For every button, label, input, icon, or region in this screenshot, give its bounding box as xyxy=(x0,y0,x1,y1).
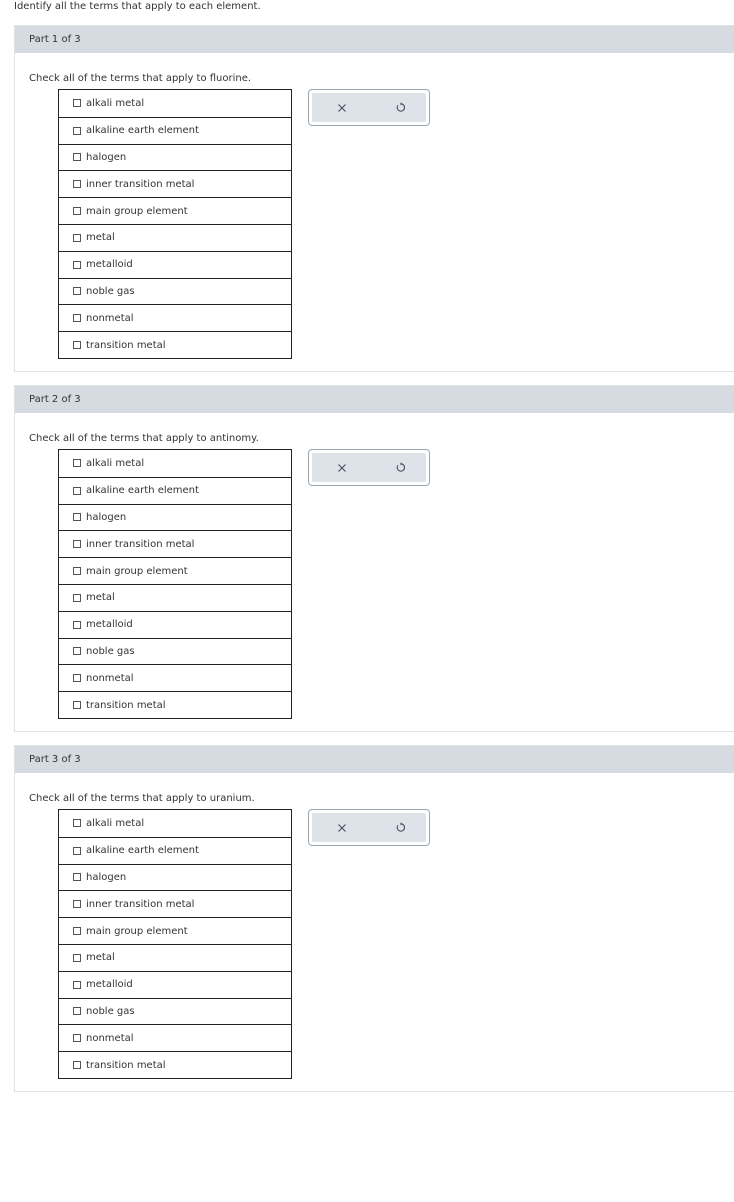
option-label: halogen xyxy=(86,151,127,163)
option-nonmetal[interactable] xyxy=(59,1024,291,1051)
option-halogen[interactable] xyxy=(59,144,291,171)
option-transition-metal[interactable] xyxy=(59,691,291,718)
checkbox[interactable] xyxy=(73,701,81,709)
option-transition-metal[interactable] xyxy=(59,1051,291,1078)
option-inner-transition-metal[interactable] xyxy=(59,170,291,197)
option-label: metal xyxy=(86,592,115,604)
undo-icon xyxy=(395,462,406,473)
clear-button[interactable] xyxy=(322,93,362,122)
checkbox[interactable] xyxy=(73,234,81,242)
option-label: transition metal xyxy=(86,699,166,711)
option-nonmetal[interactable] xyxy=(59,304,291,331)
undo-icon xyxy=(395,102,406,113)
option-label: noble gas xyxy=(86,1005,135,1017)
answer-tools xyxy=(308,89,430,126)
checkbox[interactable] xyxy=(73,341,81,349)
option-label: nonmetal xyxy=(86,312,134,324)
checkbox[interactable] xyxy=(73,153,81,161)
tools-bar xyxy=(312,93,426,122)
instructions: Identify all the terms that apply to each element. xyxy=(14,1,261,12)
close-icon xyxy=(337,103,347,113)
checkbox[interactable] xyxy=(73,1034,81,1042)
checkbox[interactable] xyxy=(73,261,81,269)
checkbox[interactable] xyxy=(73,819,81,827)
option-label: alkali metal xyxy=(86,817,145,829)
option-metalloid[interactable] xyxy=(59,611,291,638)
checkbox[interactable] xyxy=(73,487,81,495)
option-alkali-metal[interactable] xyxy=(59,90,291,117)
option-label: nonmetal xyxy=(86,1032,134,1044)
option-alkaline-earth-element[interactable] xyxy=(59,117,291,144)
clear-button[interactable] xyxy=(322,453,362,482)
checkbox[interactable] xyxy=(73,207,81,215)
checkbox[interactable] xyxy=(73,99,81,107)
option-label: transition metal xyxy=(86,1059,166,1071)
option-alkali-metal[interactable] xyxy=(59,450,291,477)
option-label: metal xyxy=(86,952,115,964)
answer-tools xyxy=(308,809,430,846)
option-label: main group element xyxy=(86,205,188,217)
checkbox[interactable] xyxy=(73,1007,81,1015)
option-label: inner transition metal xyxy=(86,178,195,190)
option-label: metal xyxy=(86,232,115,244)
part-1 xyxy=(14,25,734,372)
option-label: main group element xyxy=(86,925,188,937)
option-label: transition metal xyxy=(86,339,166,351)
part-header: Part 2 of 3 xyxy=(15,386,734,413)
option-label: noble gas xyxy=(86,645,135,657)
option-transition-metal[interactable] xyxy=(59,331,291,358)
undo-button[interactable] xyxy=(380,453,420,482)
option-label: alkaline earth element xyxy=(86,845,199,857)
checkbox[interactable] xyxy=(73,1061,81,1069)
option-alkaline-earth-element[interactable] xyxy=(59,837,291,864)
option-label: inner transition metal xyxy=(86,898,195,910)
checkbox[interactable] xyxy=(73,954,81,962)
option-label: metalloid xyxy=(86,979,133,991)
part-header: Part 3 of 3 xyxy=(15,746,734,773)
option-label: alkaline earth element xyxy=(86,125,199,137)
option-label: noble gas xyxy=(86,285,135,297)
option-nonmetal[interactable] xyxy=(59,664,291,691)
option-metalloid[interactable] xyxy=(59,251,291,278)
option-label: halogen xyxy=(86,511,127,523)
checkbox[interactable] xyxy=(73,540,81,548)
option-main-group-element[interactable] xyxy=(59,557,291,584)
checkbox[interactable] xyxy=(73,981,81,989)
checkbox[interactable] xyxy=(73,287,81,295)
option-label: alkali metal xyxy=(86,97,145,109)
checkbox[interactable] xyxy=(73,459,81,467)
checkbox[interactable] xyxy=(73,127,81,135)
checkbox[interactable] xyxy=(73,513,81,521)
options-list xyxy=(58,89,292,359)
option-label: main group element xyxy=(86,565,188,577)
undo-icon xyxy=(395,822,406,833)
part-2 xyxy=(14,385,734,732)
checkbox[interactable] xyxy=(73,314,81,322)
checkbox[interactable] xyxy=(73,674,81,682)
option-label: alkali metal xyxy=(86,457,145,469)
part-prompt: Check all of the terms that apply to fluorine. xyxy=(29,73,252,84)
option-inner-transition-metal[interactable] xyxy=(59,890,291,917)
option-noble-gas[interactable] xyxy=(59,998,291,1025)
undo-button[interactable] xyxy=(380,93,420,122)
option-metal[interactable] xyxy=(59,944,291,971)
checkbox[interactable] xyxy=(73,647,81,655)
option-alkaline-earth-element[interactable] xyxy=(59,477,291,504)
close-icon xyxy=(337,463,347,473)
part-header: Part 1 of 3 xyxy=(15,26,734,53)
option-label: inner transition metal xyxy=(86,538,195,550)
checkbox[interactable] xyxy=(73,927,81,935)
undo-button[interactable] xyxy=(380,813,420,842)
checkbox[interactable] xyxy=(73,594,81,602)
clear-button[interactable] xyxy=(322,813,362,842)
option-metalloid[interactable] xyxy=(59,971,291,998)
checkbox[interactable] xyxy=(73,873,81,881)
answer-tools xyxy=(308,449,430,486)
close-icon xyxy=(337,823,347,833)
options-list xyxy=(58,449,292,719)
checkbox[interactable] xyxy=(73,900,81,908)
options-list xyxy=(58,809,292,1079)
option-label: alkaline earth element xyxy=(86,485,199,497)
option-main-group-element[interactable] xyxy=(59,197,291,224)
checkbox[interactable] xyxy=(73,847,81,855)
part-prompt: Check all of the terms that apply to uranium. xyxy=(29,793,255,804)
checkbox[interactable] xyxy=(73,180,81,188)
part-prompt: Check all of the terms that apply to antinomy. xyxy=(29,433,259,444)
option-label: halogen xyxy=(86,871,127,883)
option-inner-transition-metal[interactable] xyxy=(59,530,291,557)
checkbox[interactable] xyxy=(73,567,81,575)
option-alkali-metal[interactable] xyxy=(59,810,291,837)
option-label: metalloid xyxy=(86,619,133,631)
option-label: metalloid xyxy=(86,259,133,271)
option-halogen[interactable] xyxy=(59,504,291,531)
tools-bar xyxy=(312,453,426,482)
option-noble-gas[interactable] xyxy=(59,638,291,665)
checkbox[interactable] xyxy=(73,621,81,629)
option-noble-gas[interactable] xyxy=(59,278,291,305)
option-halogen[interactable] xyxy=(59,864,291,891)
option-label: nonmetal xyxy=(86,672,134,684)
option-metal[interactable] xyxy=(59,584,291,611)
option-metal[interactable] xyxy=(59,224,291,251)
part-3 xyxy=(14,745,734,1092)
tools-bar xyxy=(312,813,426,842)
option-main-group-element[interactable] xyxy=(59,917,291,944)
